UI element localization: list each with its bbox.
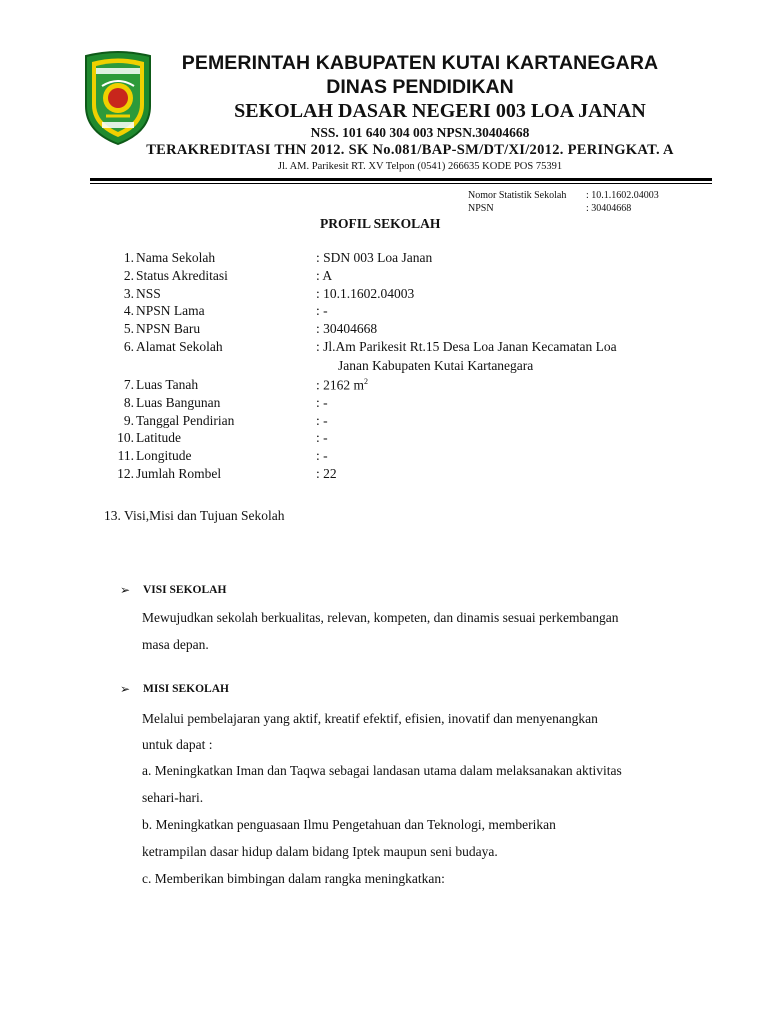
misi-line: c. Memberikan bimbingan dalam rangka meningkatkan: (142, 871, 445, 886)
misi-line: a. Meningkatkan Iman dan Taqwa sebagai landasan utama dalam melaksanakan aktivitas (142, 763, 622, 778)
nss-npsn-line: NSS. 101 640 304 003 NPSN.30404668 (310, 125, 530, 140)
row-number: 1. (123, 250, 134, 265)
row-value: : SDN 003 Loa Janan (316, 250, 433, 265)
profile-row (108, 339, 708, 377)
misi-line: ketrampilan dasar hidup dalam bidang Iptek maupun seni budaya. (142, 844, 498, 859)
row-label: NSS (136, 285, 161, 301)
row-number: 7. (123, 376, 134, 392)
profile-row (108, 250, 708, 268)
row-number: 8. (123, 394, 134, 410)
row-label: Latitude (136, 430, 181, 446)
profile-list (108, 250, 708, 484)
row-value (316, 377, 368, 394)
statistic-label: Nomor Statistik Sekolah (468, 190, 567, 201)
misi-line: untuk dapat : (142, 737, 213, 752)
statistic-label: NPSN (468, 203, 494, 214)
row-number: 5. (123, 321, 134, 337)
letterhead-divider-thin (90, 183, 712, 184)
row-number: 3. (123, 285, 134, 301)
row-number: 11. (117, 448, 134, 464)
visi-line: masa depan. (142, 637, 209, 652)
statistic-nss (468, 190, 659, 201)
misi-heading: MISI SEKOLAH (143, 683, 229, 695)
row-value: : 22 (316, 465, 337, 481)
row-value: : A (316, 267, 333, 283)
row-number: 9. (123, 412, 134, 428)
area-value: : 2162 m (316, 377, 365, 393)
row-value: : 30404668 (316, 321, 378, 337)
row-value-continued: Janan Kabupaten Kutai Kartanegara (338, 357, 534, 373)
profile-row (108, 303, 708, 321)
profil-title: PROFIL SEKOLAH (320, 216, 441, 231)
row-value: : - (316, 303, 328, 319)
misi-line: sehari-hari. (142, 790, 204, 805)
arrow-bullet-icon: ➢ (120, 583, 131, 597)
profile-row (108, 321, 708, 339)
statistic-npsn (468, 203, 631, 214)
row-label: Nama Sekolah (136, 250, 216, 265)
row-label: Longitude (136, 448, 192, 464)
department-heading: DINAS PENDIDIKAN (326, 76, 514, 98)
row-value: : 10.1.1602.04003 (316, 285, 415, 301)
row-label: Status Akreditasi (136, 267, 228, 283)
address-line: Jl. AM. Parikesit RT. XV Telpon (0541) 266635 KODE POS 75391 (277, 161, 563, 172)
school-heading: SEKOLAH DASAR NEGERI 003 LOA JANAN (234, 100, 646, 122)
letterhead-divider-thick (90, 178, 712, 181)
profile-row (108, 286, 708, 304)
visi-line: Mewujudkan sekolah berkualitas, relevan, kompeten, dan dinamis sesuai perkembangan (142, 610, 619, 625)
visi-heading: VISI SEKOLAH (143, 584, 227, 596)
row-number: 4. (123, 303, 134, 319)
row-number: 6. (123, 338, 134, 354)
statistic-value: : 10.1.1602.04003 (586, 190, 659, 201)
misi-line: Melalui pembelajaran yang aktif, kreatif efektif, efisien, inovatif dan menyenangkan (142, 711, 598, 726)
row-value: : Jl.Am Parikesit Rt.15 Desa Loa Janan Kecamatan Loa (316, 338, 617, 354)
row-label: NPSN Baru (136, 321, 201, 337)
government-heading: PEMERINTAH KABUPATEN KUTAI KARTANEGARA (181, 52, 659, 74)
profile-row (108, 430, 708, 448)
row-label: Luas Bangunan (136, 394, 221, 410)
row-label: NPSN Lama (136, 303, 205, 319)
row-value: : - (316, 394, 328, 410)
row-value: : - (316, 412, 328, 428)
profile-row (108, 377, 708, 395)
statistic-value: : 30404668 (586, 203, 632, 214)
row-label: Tanggal Pendirian (136, 412, 235, 428)
profile-row (108, 448, 708, 466)
arrow-bullet-icon: ➢ (120, 682, 131, 696)
row-number: 12. (117, 465, 134, 481)
profile-row (108, 466, 708, 484)
misi-line: b. Meningkatkan penguasaan Ilmu Pengetahuan dan Teknologi, memberikan (142, 817, 556, 832)
area-unit-exponent: 2 (364, 376, 369, 386)
row-label: Jumlah Rombel (136, 465, 222, 481)
profile-row (108, 268, 708, 286)
row-value: : - (316, 430, 328, 446)
accreditation-line: TERAKREDITASI THN 2012. SK No.081/BAP-SM/DT/XI/2012. PERINGKAT. A (146, 142, 674, 158)
row-number: 10. (117, 430, 134, 446)
row-label: Luas Tanah (136, 376, 199, 392)
section-13-heading: 13. Visi,Misi dan Tujuan Sekolah (104, 508, 285, 523)
row-number: 2. (123, 267, 134, 283)
profile-row (108, 413, 708, 431)
kutai-kartanegara-emblem (78, 50, 158, 146)
profile-row (108, 395, 708, 413)
row-label: Alamat Sekolah (136, 338, 223, 354)
row-value: : - (316, 448, 328, 464)
